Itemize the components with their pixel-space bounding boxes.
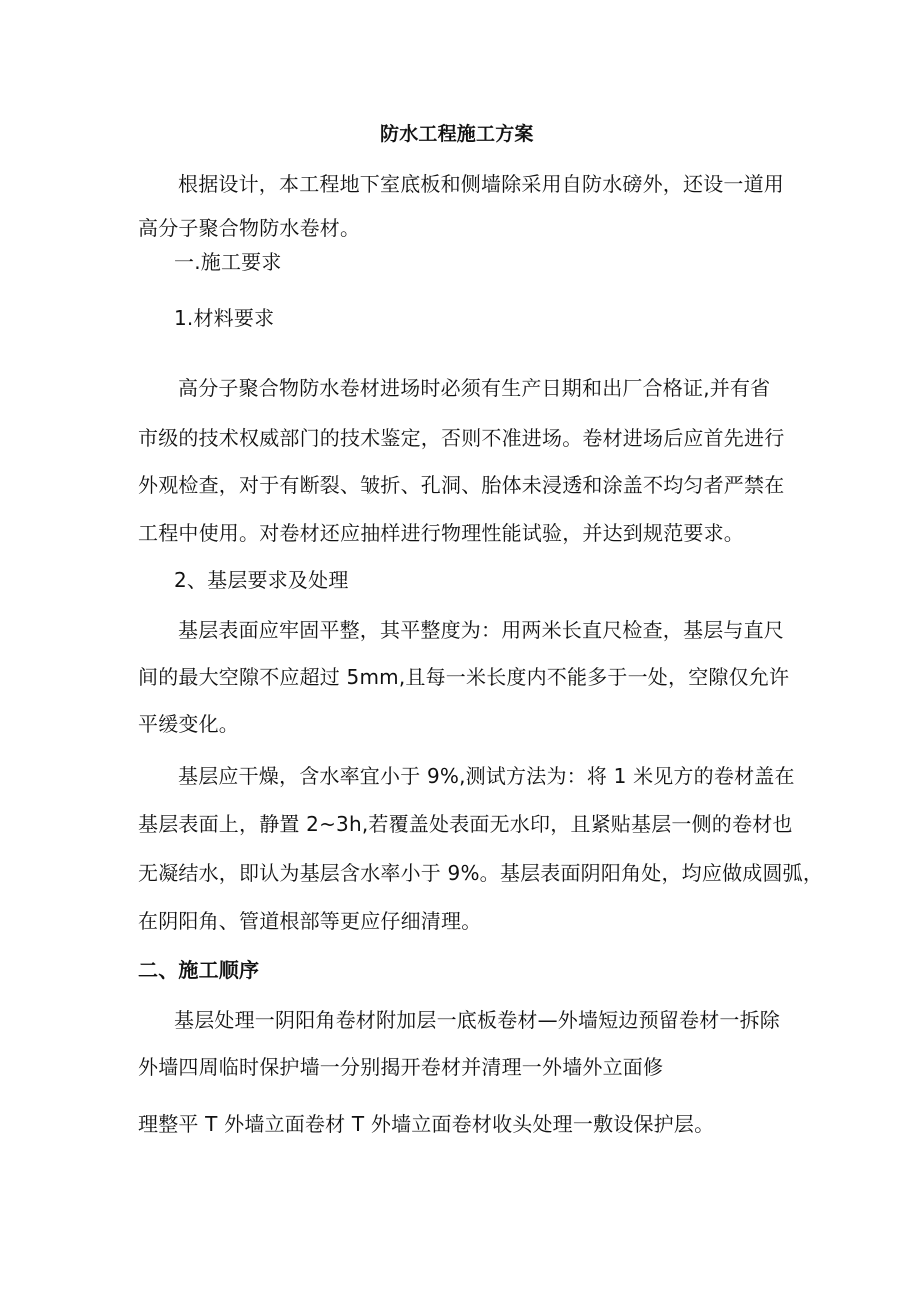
base-paragraph1-line-2: 间的最大空隙不应超过 5mm,且每一米长度内不能多于一处，空隙仅允许 — [138, 665, 790, 689]
material-paragraph-line-1: 高分子聚合物防水卷材进场时必须有生产日期和出厂合格证,并有省 — [178, 376, 771, 400]
intro-line-2: 高分子聚合物防水卷材。 — [138, 216, 361, 240]
subsection1-heading: 1.材料要求 — [174, 306, 275, 330]
base-paragraph2-line-1: 基层应干燥，含水率宜小于 9%,测试方法为：将 1 米见方的卷材盖在 — [178, 764, 795, 788]
base-paragraph1-line-3: 平缓变化。 — [138, 712, 239, 736]
section2-heading: 二、施工顺序 — [138, 958, 260, 982]
sequence-paragraph-line-2: 外墙四周临时保护墙一分别揭开卷材并清理一外墙外立面修 — [138, 1055, 664, 1079]
base-paragraph2-line-2: 基层表面上，静置 2~3h,若覆盖处表面无水印，且紧贴基层一侧的卷材也 — [138, 812, 793, 836]
material-paragraph-line-3: 外观检查，对于有断裂、皱折、孔洞、胎体未浸透和涂盖不均匀者严禁在 — [138, 473, 785, 497]
material-paragraph-line-4: 工程中使用。对卷材还应抽样进行物理性能试验，并达到规范要求。 — [138, 521, 744, 545]
material-paragraph-line-2: 市级的技术权威部门的技术鉴定，否则不准进场。卷材进场后应首先进行 — [138, 426, 785, 450]
section1-heading: 一.施工要求 — [174, 250, 282, 274]
base-paragraph1-line-1: 基层表面应牢固平整，其平整度为：用两米长直尺检查，基层与直尺 — [178, 618, 784, 642]
document-title: 防水工程施工方案 — [380, 123, 534, 145]
intro-line-1: 根据设计，本工程地下室底板和侧墙除采用自防水磅外，还设一道用 — [178, 172, 784, 196]
subsection2-heading: 2、基层要求及处理 — [174, 568, 349, 592]
base-paragraph2-line-3: 无凝结水，即认为基层含水率小于 9%。基层表面阴阳角处，均应做成圆弧， — [138, 861, 824, 885]
sequence-paragraph-line-1: 基层处理一阴阳角卷材附加层一底板卷材—外墙短边预留卷材一拆除 — [174, 1008, 780, 1032]
sequence-paragraph-line-3: 理整平 T 外墙立面卷材 T 外墙立面卷材收头处理一敷设保护层。 — [138, 1112, 715, 1136]
base-paragraph2-line-4: 在阴阳角、管道根部等更应仔细清理。 — [138, 909, 482, 933]
